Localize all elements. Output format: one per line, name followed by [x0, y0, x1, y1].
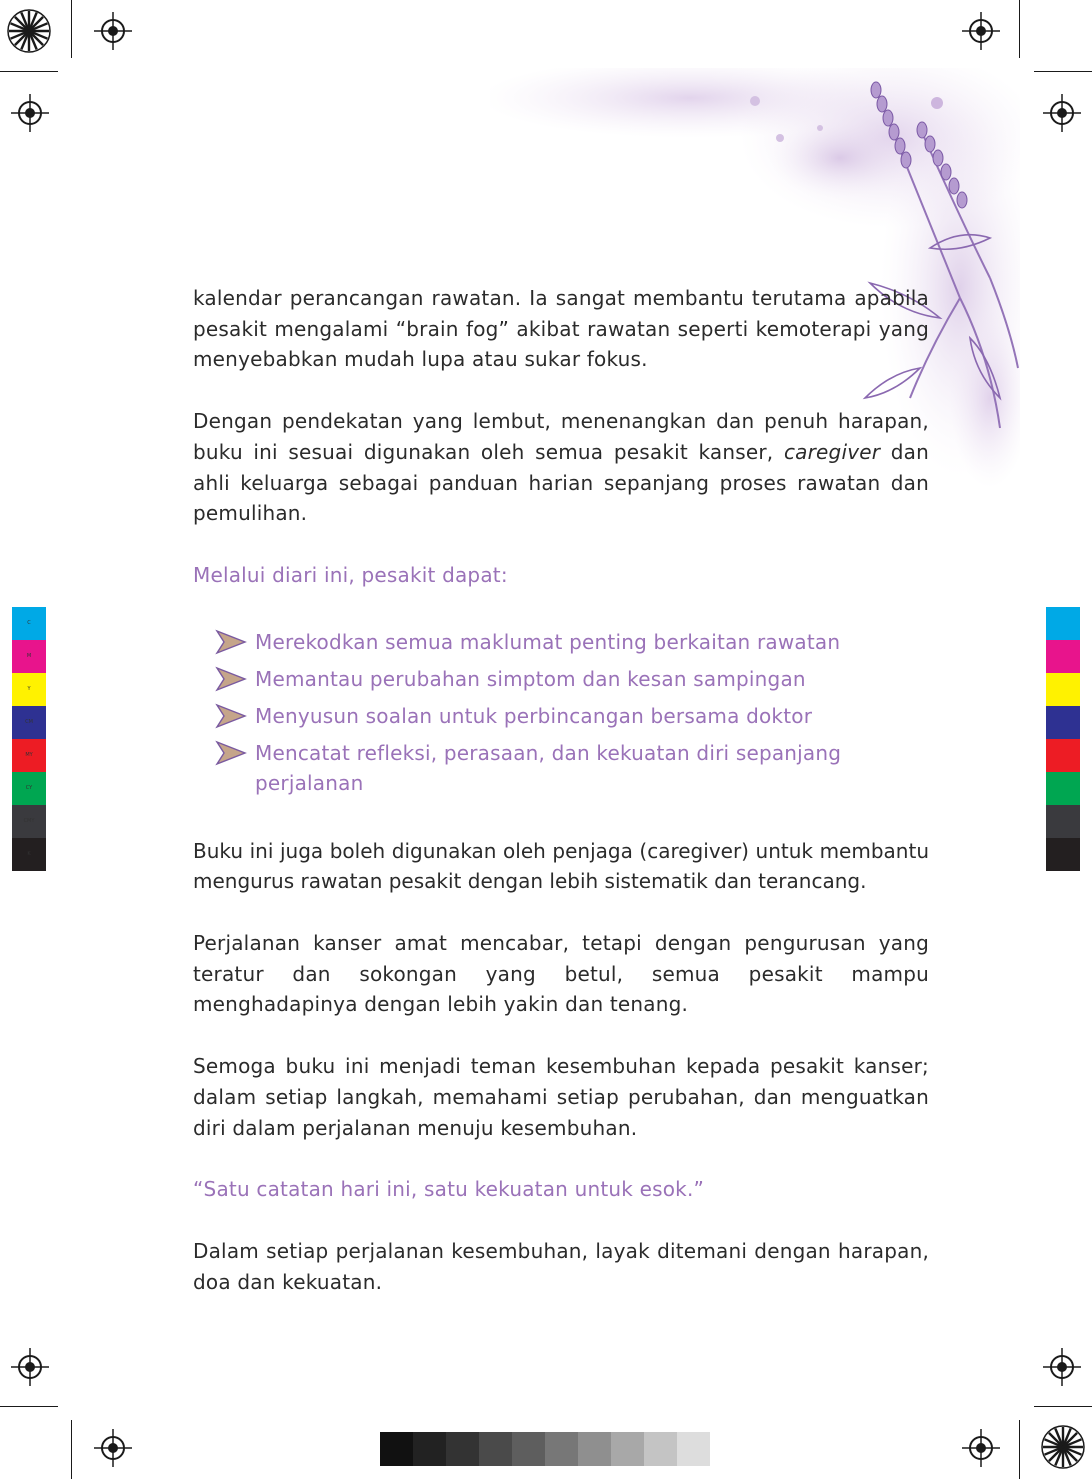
swatch-cm [1046, 706, 1080, 739]
crop-mark [1019, 1420, 1020, 1479]
grayscale-strip [380, 1432, 710, 1466]
registration-mark-icon [962, 1429, 1000, 1467]
swatch-magenta [1046, 640, 1080, 673]
crop-mark [71, 0, 72, 58]
crop-mark [71, 1420, 72, 1479]
swatch-cm: CM [12, 706, 46, 739]
benefit-list [193, 627, 929, 798]
gray-step [677, 1432, 710, 1466]
swatch-k: K [12, 838, 46, 871]
swatch-cmy [1046, 805, 1080, 838]
swatch-my [1046, 739, 1080, 772]
paragraph-approach [193, 406, 929, 529]
motto-quote: “Satu catatan hari ini, satu kekuatan untuk esok.” [193, 1177, 705, 1202]
swatch-yellow [1046, 673, 1080, 706]
gray-step [545, 1432, 578, 1466]
starburst-target-icon [1040, 1424, 1086, 1470]
crop-mark [1019, 0, 1020, 58]
registration-mark-icon [94, 1429, 132, 1467]
swatch-yellow: Y [12, 673, 46, 706]
swatch-k [1046, 838, 1080, 871]
swatch-cyan: C [12, 607, 46, 640]
registration-mark-icon [11, 1348, 49, 1386]
registration-mark-icon [1043, 94, 1081, 132]
list-item [193, 738, 929, 798]
approach-text-start: Dengan pendekatan yang lembut, menenangkan dan penuh harapan, buku ini sesuai digunakan oleh semua pesakit kanser, [193, 409, 929, 464]
list-item-text: Mencatat refleksi, perasaan, dan kekuatan diri sepanjang perjalanan [255, 740, 842, 795]
chevron-arrow-icon [215, 703, 247, 729]
list-item [193, 627, 929, 657]
paragraph-closing: Dalam setiap perjalanan kesembuhan, layak ditemani dengan harapan, doa dan kekuatan. [193, 1238, 929, 1294]
gray-step [644, 1432, 677, 1466]
swatch-cy [1046, 772, 1080, 805]
crop-mark [1034, 71, 1092, 72]
chevron-arrow-icon [215, 666, 247, 692]
crop-mark [1034, 1406, 1092, 1407]
gray-step [479, 1432, 512, 1466]
paragraph-calendar: kalendar perancangan rawatan. Ia sangat membantu terutama apabila pesakit mengalami “brain fog” akibat rawatan seperti kemoterapi yang menyebabkan mudah lupa atau sukar fokus. [193, 286, 929, 372]
starburst-target-icon [6, 8, 52, 54]
swatch-my: MY [12, 739, 46, 772]
chevron-arrow-icon [215, 629, 247, 655]
crop-mark [0, 71, 58, 72]
crop-mark [0, 1406, 58, 1407]
swatch-cy: CY [12, 772, 46, 805]
swatch-magenta: M [12, 640, 46, 673]
list-item-text: Menyusun soalan untuk perbincangan bersama doktor [255, 703, 813, 728]
swatch-cmy: CMY [12, 805, 46, 838]
color-bar-right [1046, 607, 1080, 871]
registration-mark-icon [94, 12, 132, 50]
list-item-text: Merekodkan semua maklumat penting berkaitan rawatan [255, 629, 841, 654]
paragraph-caregiver-use: Buku ini juga boleh digunakan oleh penjaga (caregiver) untuk membantu mengurus rawatan pesakit dengan lebih sistematik dan terancang. [193, 838, 929, 894]
color-bar-left [12, 607, 46, 871]
registration-mark-icon [11, 94, 49, 132]
list-item [193, 664, 929, 694]
approach-text-end: dan ahli keluarga sebagai panduan harian sepanjang proses rawatan dan pemulihan. [193, 439, 930, 526]
swatch-cyan [1046, 607, 1080, 640]
gray-step [512, 1432, 545, 1466]
gray-step [578, 1432, 611, 1466]
registration-mark-icon [962, 12, 1000, 50]
list-item-text: Memantau perubahan simptom dan kesan sampingan [255, 666, 806, 691]
registration-mark-icon [1043, 1348, 1081, 1386]
paragraph-journey: Perjalanan kanser amat mencabar, tetapi dengan pengurusan yang teratur dan sokongan yang betul, semua pesakit mampu menghadapinya dengan lebih yakin dan tenang. [193, 931, 929, 1017]
chevron-arrow-icon [215, 740, 247, 766]
paragraph-hope: Semoga buku ini menjadi teman kesembuhan kepada pesakit kanser; dalam setiap langkah, memahami setiap perubahan, dan menguatkan diri dalam perjalanan menuju kesembuhan. [193, 1054, 929, 1140]
gray-step [413, 1432, 446, 1466]
gray-step [446, 1432, 479, 1466]
caregiver-italic: caregiver [783, 439, 881, 464]
list-item [193, 701, 929, 731]
gray-step [380, 1432, 413, 1466]
list-intro: Melalui diari ini, pesakit dapat: [193, 562, 508, 587]
page-content [193, 283, 929, 1297]
gray-step [611, 1432, 644, 1466]
